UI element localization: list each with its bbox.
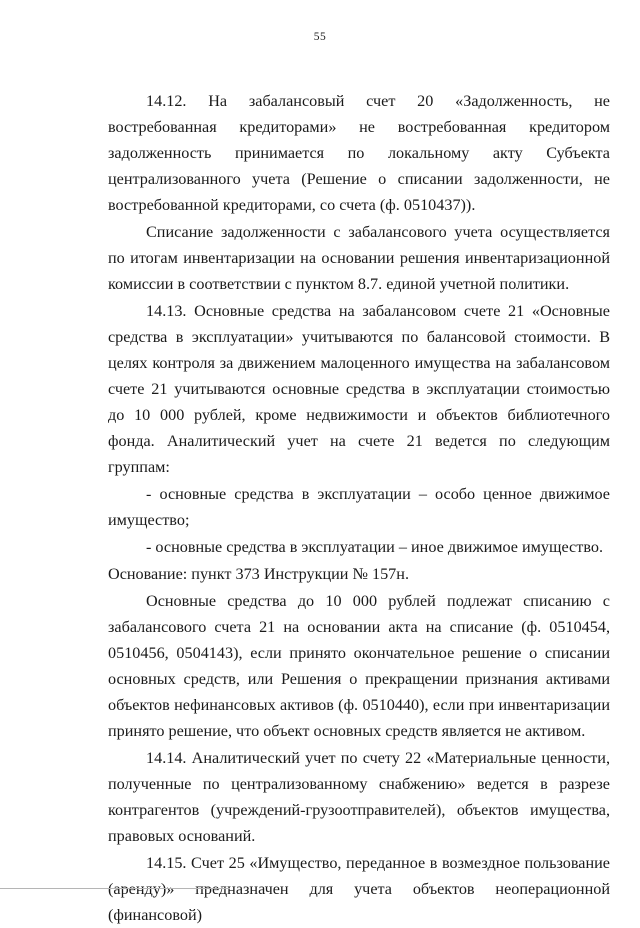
paragraph-fixed-assets-write-off: Основные средства до 10 000 рублей подлежат списанию с забалансового счета 21 на основании акта на списание (ф. 0510454, 0510456, 0504143), если принято окончательное решение о списании основных средств, или Решения о прекращении признания активами объектов нефинансовых активов (ф. 0510440), если при инвентаризации принято решение, что объект основных средств является не активом. [108, 592, 610, 740]
paragraph-14-12: 14.12. На забалансовый счет 20 «Задолженность, не востребованная кредиторами» не востребованная кредитором задолженность принимается по локальному акту Субъекта централизованного учета (Решение о списании задолженности, не востребованной кредиторами, со счета (ф. 0510437)). [108, 92, 610, 214]
paragraph-write-off: Списание задолженности с забалансового учета осуществляется по итогам инвентаризации на основании решения инвентаризационной комиссии в соответствии с пунктом 8.7. единой учетной политики. [108, 223, 610, 293]
list-item-other-movable: - основные средства в эксплуатации – иное движимое имущество. [146, 538, 603, 556]
footer-rule [0, 888, 230, 889]
paragraph-14-15: 14.15. Счет 25 «Имущество, переданное в возмездное пользование (аренду)» предназначен для учета объектов неоперационной (финансовой) [108, 854, 610, 924]
list-item-especially-valuable: - основные средства в эксплуатации – особо ценное движимое имущество; [108, 485, 610, 529]
paragraph-14-14: 14.14. Аналитический учет по счету 22 «Материальные ценности, полученные по централизованному снабжению» ведется в разрезе контрагентов (учреждений-грузоотправителей), объектов имущества, правовых оснований. [108, 749, 610, 845]
paragraph-basis: Основание: пункт 373 Инструкции № 157н. [108, 565, 409, 583]
paragraph-14-13: 14.13. Основные средства на забалансовом счете 21 «Основные средства в эксплуатации» учитываются по балансовой стоимости. В целях контроля за движением малоценного имущества на забалансовом счете 21 учитываются основные средства в эксплуатации стоимостью до 10 000 рублей, кроме недвижимости и объектов библиотечного фонда. Аналитический учет на счете 21 ведется по следующим группам: [108, 302, 610, 476]
page-number: 55 [313, 31, 327, 43]
page-body [108, 88, 610, 928]
